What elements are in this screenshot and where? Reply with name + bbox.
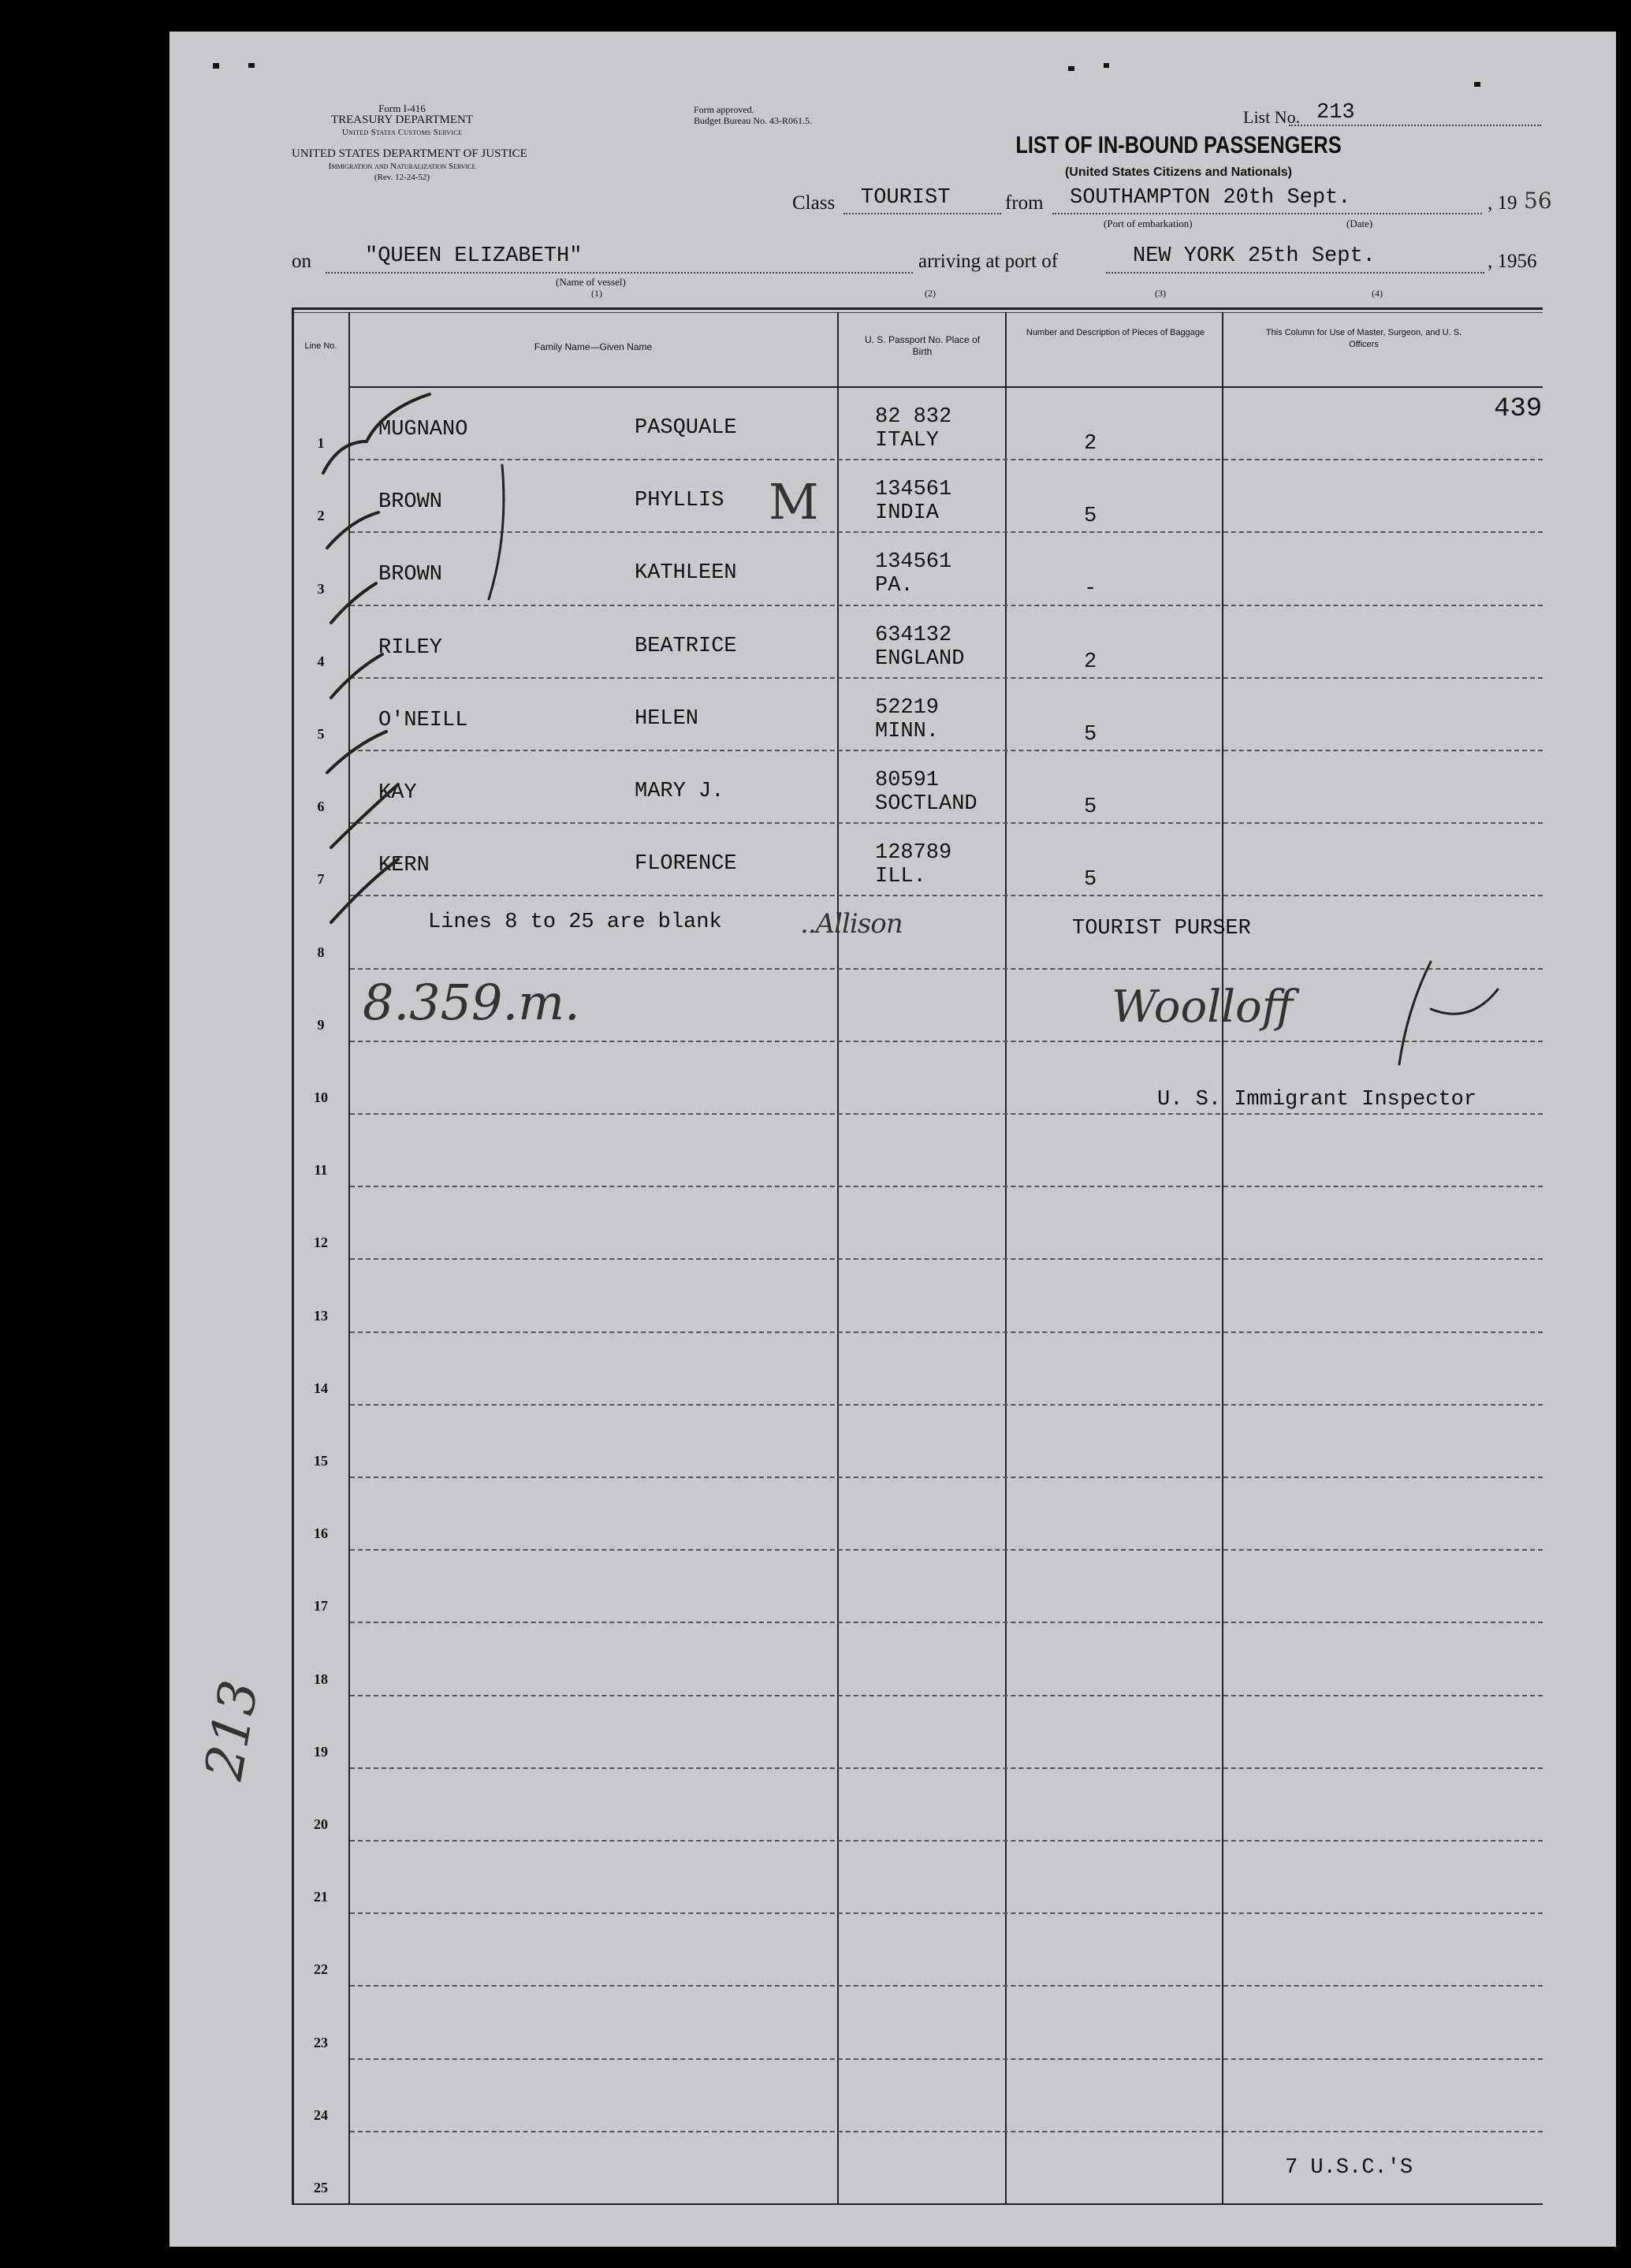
form-approved: Form approved. <box>694 104 754 115</box>
line-number: 12 <box>314 1235 328 1250</box>
line-number: 8 <box>317 944 325 960</box>
form-number: Form I-416 <box>378 102 426 114</box>
check-mark-3 <box>331 583 376 623</box>
from-label: from <box>1005 192 1044 214</box>
header-name: Family Name—Given Name <box>534 341 653 352</box>
line-number: 16 <box>314 1525 328 1541</box>
column-1-number: (1) <box>591 288 602 299</box>
passport-number: 80591 <box>875 769 940 792</box>
purser-signature: ..Allison <box>800 908 903 940</box>
inspector-title: U. S. Immigrant Inspector <box>1157 1088 1477 1112</box>
check-mark-4 <box>331 654 382 698</box>
purser-title: TOURIST PURSER <box>1072 917 1251 940</box>
line-number: 18 <box>314 1671 328 1687</box>
check-mark-7 <box>331 859 398 922</box>
given-name: MARY J. <box>635 780 724 803</box>
list-no-label: List No. <box>1243 107 1301 127</box>
check-mark-5 <box>327 732 386 773</box>
place-of-birth: ILL. <box>875 865 926 888</box>
page-subtitle: (United States Citizens and Nationals) <box>1064 166 1293 179</box>
family-name: O'NEILL <box>378 709 468 732</box>
side-number: 213 <box>193 1675 270 1785</box>
line-number: 10 <box>314 1089 328 1105</box>
inspector-signature: Woolloff <box>1112 981 1294 1033</box>
scan-marks <box>169 63 1480 2009</box>
line-number: 23 <box>314 2035 328 2050</box>
family-name: BROWN <box>378 563 443 587</box>
baggage-count: 5 <box>1084 868 1097 892</box>
from-value: SOUTHAMPTON 20th Sept. <box>1070 186 1351 210</box>
blank-lines-note: Lines 8 to 25 are blank <box>428 911 722 934</box>
footer-code: 7 U.S.C.'S <box>1285 2156 1413 2180</box>
family-name: MUGNANO <box>378 418 468 441</box>
line-number: 4 <box>317 654 325 669</box>
check-mark-2 <box>327 512 378 548</box>
passport-number: 634132 <box>875 624 952 647</box>
line-number: 1 <box>317 435 325 451</box>
baggage-count: 2 <box>1084 650 1097 674</box>
place-of-birth: SOCTLAND <box>875 792 977 816</box>
margin-number: 439 <box>1494 394 1543 424</box>
justice-dept: UNITED STATES DEPARTMENT OF JUSTICE <box>292 147 527 160</box>
line-number: 22 <box>314 1961 328 1977</box>
column-3-number: (3) <box>1155 288 1166 299</box>
budget-bureau: Budget Bureau No. 43-R061.5. <box>694 115 812 126</box>
line-number: 25 <box>314 2180 328 2195</box>
year-prefix: , 19 <box>1488 192 1517 214</box>
family-name: RILEY <box>378 636 443 660</box>
given-name: HELEN <box>635 707 699 731</box>
column-4-number: (4) <box>1372 288 1383 299</box>
on-label: on <box>292 251 311 272</box>
inspector-flourish <box>1399 962 1498 1064</box>
line-number: 2 <box>317 508 325 523</box>
page-title: LIST OF IN-BOUND PASSENGERS <box>1015 131 1342 158</box>
given-name: PASQUALE <box>635 416 737 440</box>
given-name: PHYLLIS <box>635 489 724 512</box>
passport-number: 134561 <box>875 478 952 501</box>
arrival-year: , 1956 <box>1488 251 1537 272</box>
ins-service: Immigration and Naturalization Service <box>328 162 476 171</box>
line-number: 15 <box>314 1453 328 1469</box>
arrival-port: NEW YORK 25th Sept. <box>1133 244 1376 268</box>
check-mark-1 <box>323 394 430 473</box>
handwritten-line9: 8.359.m. <box>363 974 580 1031</box>
check-mark-6 <box>331 784 398 847</box>
vessel-name: "QUEEN ELIZABETH" <box>365 244 583 268</box>
check-marks-overlay <box>169 32 1616 2247</box>
given-name: KATHLEEN <box>635 561 737 585</box>
passenger-list-form <box>169 32 1616 2247</box>
baggage-count: 5 <box>1084 795 1097 819</box>
place-of-birth: MINN. <box>875 720 940 743</box>
place-of-birth: ENGLAND <box>875 647 965 671</box>
line-number: 20 <box>314 1816 328 1832</box>
header-line-no: Line No. <box>304 341 337 351</box>
family-name: BROWN <box>378 490 443 514</box>
line-number: 17 <box>314 1598 328 1614</box>
passport-number: 128789 <box>875 841 952 865</box>
family-name: KAY <box>378 781 417 805</box>
passport-number: 82 832 <box>875 405 952 429</box>
header-passport: U. S. Passport No. Place of Birth <box>864 334 981 357</box>
class-label: Class <box>792 192 836 214</box>
vessel-caption: (Name of vessel) <box>556 276 626 288</box>
place-of-birth: INDIA <box>875 501 940 525</box>
line-number: 24 <box>314 2107 328 2123</box>
arriving-label: arriving at port of <box>918 251 1059 272</box>
revision-date: (Rev. 12-24-52) <box>374 173 430 182</box>
line-number: 5 <box>317 726 325 742</box>
line-number: 3 <box>317 581 325 597</box>
line-number: 11 <box>314 1162 328 1178</box>
passport-number: 134561 <box>875 550 952 574</box>
year-value: 56 <box>1524 188 1552 214</box>
column-2-number: (2) <box>925 288 936 299</box>
header-baggage: Number and Description of Pieces of Baggage <box>1026 328 1205 337</box>
date-caption: (Date) <box>1346 218 1373 229</box>
passport-number: 52219 <box>875 696 940 720</box>
baggage-count: - <box>1084 577 1097 601</box>
line-number: 9 <box>317 1017 325 1033</box>
header-officers: This Column for Use of Master, Surgeon, and U. S. Officers <box>1265 328 1462 349</box>
place-of-birth: PA. <box>875 574 914 598</box>
place-of-birth: ITALY <box>875 429 940 452</box>
family-name: KERN <box>378 854 430 877</box>
line-number: 19 <box>314 1744 328 1760</box>
line-number: 6 <box>317 799 325 814</box>
line-number: 13 <box>314 1308 328 1324</box>
line-number: 7 <box>317 871 325 887</box>
given-name: BEATRICE <box>635 635 737 658</box>
line-number: 21 <box>314 1889 328 1905</box>
bracket-mark <box>489 465 504 599</box>
given-name: FLORENCE <box>635 852 737 876</box>
baggage-count: 2 <box>1084 432 1097 456</box>
treasury-dept: TREASURY DEPARTMENT <box>330 114 474 126</box>
phyllis-mark: M <box>769 473 819 531</box>
list-no-value: 213 <box>1316 101 1355 125</box>
customs-service: United States Customs Service <box>341 128 463 137</box>
port-caption: (Port of embarkation) <box>1104 218 1193 229</box>
line-number: 14 <box>314 1380 328 1396</box>
baggage-count: 5 <box>1084 505 1097 528</box>
baggage-count: 5 <box>1084 723 1097 747</box>
class-value: TOURIST <box>861 186 951 210</box>
